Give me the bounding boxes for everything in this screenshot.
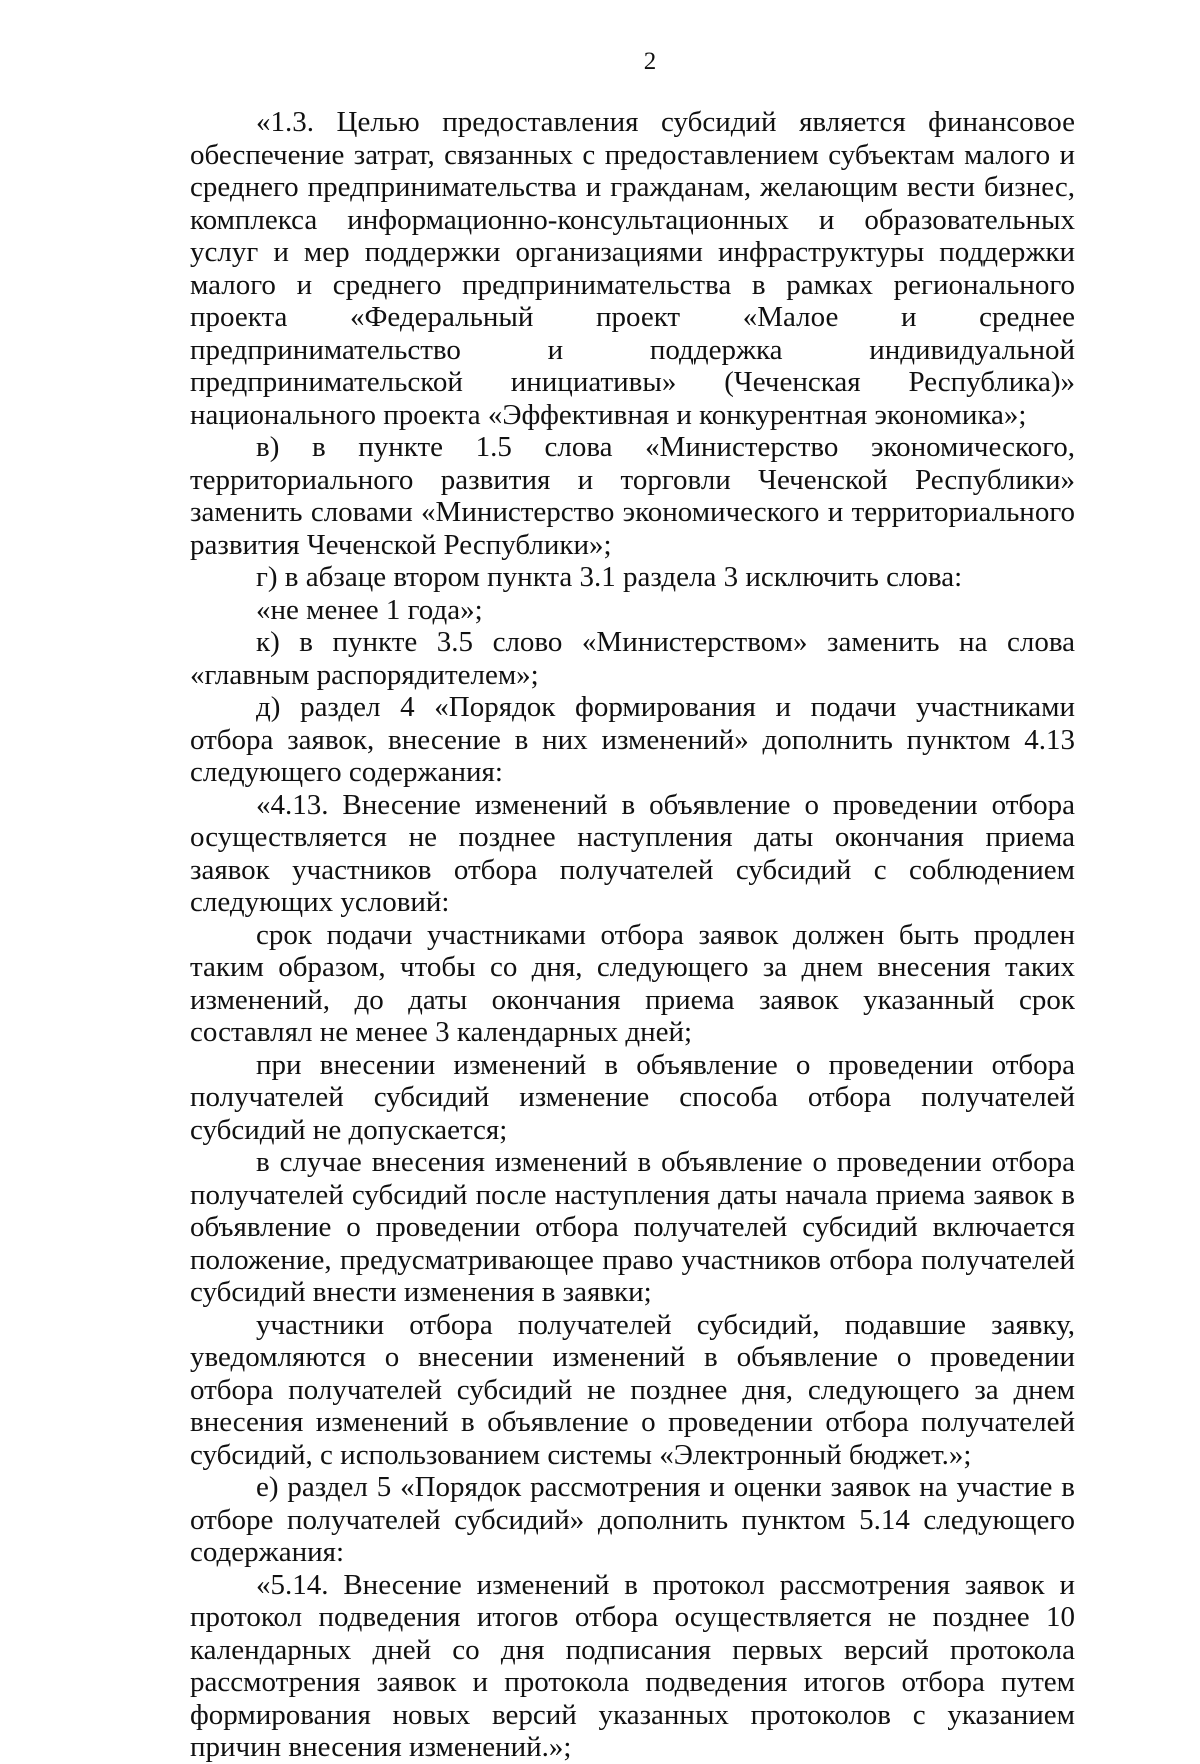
paragraph-application-changes: в случае внесения изменений в объявление о проведении отбора получателей субсидий после наступления даты начала приема заявок в объявление о проведении отбора получателей субсидий включается положение, предусматривающее право участников отбора получателей субсидий внести изменения в заявки; xyxy=(190,1146,1075,1308)
paragraph-method-change: при внесении изменений в объявление о проведении отбора получателей субсидий изменение способа отбора получателей субсидий не допускается; xyxy=(190,1048,1075,1146)
document-body xyxy=(190,106,1075,1764)
paragraph-notification: участники отбора получателей субсидий, подавшие заявку, уведомляются о внесении изменений в объявление о проведении отбора получателей субсидий не позднее дня, следующего за днем внесения изменений в объявление о проведении отбора получателей субсидий, с использованием системы «Электронный бюджет.»; xyxy=(190,1308,1075,1471)
paragraph-deadline-extension: срок подачи участниками отбора заявок должен быть продлен таким образом, чтобы со дня, следующего за днем внесения таких изменений, до даты окончания приема заявок указанный срок составлял не менее 3 календарных дней; xyxy=(190,918,1075,1048)
paragraph-d-section-4: д) раздел 4 «Порядок формирования и подачи участниками отбора заявок, внесение в них изменений» дополнить пунктом 4.13 следующего содержания: xyxy=(190,691,1075,788)
paragraph-k-point-3-5: к) в пункте 3.5 слово «Министерством» заменить на слова «главным распорядителем»; xyxy=(190,626,1075,691)
page-number: 2 xyxy=(643,48,657,75)
paragraph-e-section-5: е) раздел 5 «Порядок рассмотрения и оценки заявок на участие в отборе получателей субсидий» дополнить пунктом 5.14 следующего содержания: xyxy=(190,1471,1075,1568)
paragraph-g-point-3-1: г) в абзаце втором пункта 3.1 раздела 3 исключить слова: xyxy=(256,561,963,593)
paragraph-5-14: «5.14. Внесение изменений в протокол рассмотрения заявок и протокол подведения итогов отбора осуществляется не позднее 10 календарных дней со дня подписания первых версий протокола рассмотрения заявок и протокола подведения итогов отбора путем формирования новых версий указанных протоколов с указанием причин внесения изменений.»; xyxy=(190,1568,1075,1763)
paragraph-excluded-words: «не менее 1 года»; xyxy=(256,593,483,626)
paragraph-v-point-1-5: в) в пункте 1.5 слова «Министерство экономического, территориального развития и торговли Чеченской Республики» заменить словами «Министерство экономического и территориального развития Чеченской Республики»; xyxy=(190,431,1075,561)
paragraph-4-13: «4.13. Внесение изменений в объявление о проведении отбора осуществляется не позднее наступления даты окончания приема заявок участников отбора получателей субсидий с соблюдением следующих условий: xyxy=(190,788,1075,918)
paragraph-1-3-purpose: «1.3. Целью предоставления субсидий является финансовое обеспечение затрат, связанных с предоставлением субъектам малого и среднего предпринимательства и гражданам, желающим вести бизнес, комплекса информационно-консультационных и образовательных услуг и мер поддержки организациями инфраструктуры поддержки малого и среднего предпринимательства в рамках регионального проекта «Федеральный проект «Малое и среднее предпринимательство и поддержка индивидуальной предпринимательской инициативы» (Чеченская Республика)» национального проекта «Эффективная и конкурентная экономика»; xyxy=(190,106,1075,431)
